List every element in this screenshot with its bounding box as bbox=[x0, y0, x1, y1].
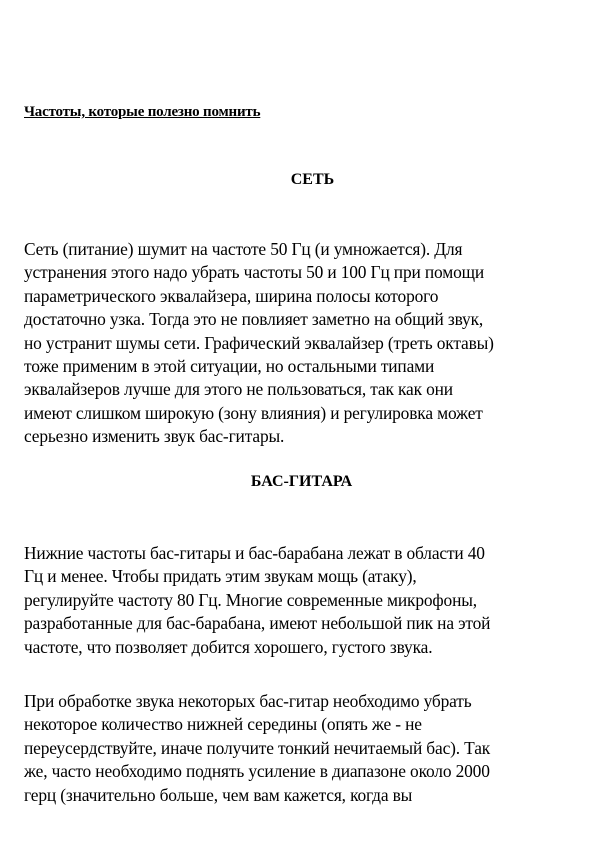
text-line: частоте, что позволяет добится хорошего, густого звука. bbox=[24, 636, 433, 657]
text-line: устранения этого надо убрать частоты 50 и 100 Гц при помощи bbox=[24, 262, 485, 283]
text-line: но устранит шумы сети. Графический эквалайзер (треть октавы) bbox=[24, 332, 494, 353]
paragraph-bass-low-frequencies bbox=[24, 542, 584, 659]
text-line: разработанные для бас-барабана, имеют небольшой пик на этой bbox=[24, 613, 491, 634]
text-line: имеют слишком широкую (зону влияния) и регулировка может bbox=[24, 402, 483, 423]
text-line: регулируйте частоту 80 Гц. Многие современные микрофоны, bbox=[24, 589, 477, 610]
text-line: Нижние частоты бас-гитары и бас-барабана лежат в области 40 bbox=[24, 543, 485, 563]
section-heading-bass-guitar: БАС-ГИТАРА bbox=[250, 473, 353, 490]
text-line: Гц и менее. Чтобы придать этим звукам мощь (атаку), bbox=[24, 566, 417, 587]
text-line: герц (значительно больше, чем вам кажется, когда вы bbox=[24, 784, 413, 805]
text-line: При обработке звука некоторых бас-гитар необходимо убрать bbox=[24, 691, 472, 711]
text-line: переусердствуйте, иначе получите тонкий нечитаемый бас). Так bbox=[24, 737, 491, 758]
paragraph-net bbox=[24, 238, 584, 449]
text-line: эквалайзеров лучше для этого не пользоваться, так как они bbox=[24, 379, 453, 400]
document-title: Частоты, которые полезно помнить bbox=[24, 104, 261, 120]
paragraph-bass-processing bbox=[24, 690, 584, 807]
text-line: серьезно изменить звук бас-гитары. bbox=[24, 426, 285, 447]
text-line: же, часто необходимо поднять усиление в диапазоне около 2000 bbox=[24, 761, 490, 782]
text-line: параметрического эквалайзера, ширина полосы которого bbox=[24, 285, 439, 306]
text-line: Сеть (питание) шумит на частоте 50 Гц (и умножается). Для bbox=[24, 239, 463, 259]
text-line: достаточно узка. Тогда это не повлияет заметно на общий звук, bbox=[24, 309, 484, 330]
section-heading-net: СЕТЬ bbox=[290, 171, 335, 188]
text-line: некоторое количество нижней середины (опять же - не bbox=[24, 714, 422, 735]
text-line: тоже применим в этой ситуации, но остальными типами bbox=[24, 356, 435, 377]
